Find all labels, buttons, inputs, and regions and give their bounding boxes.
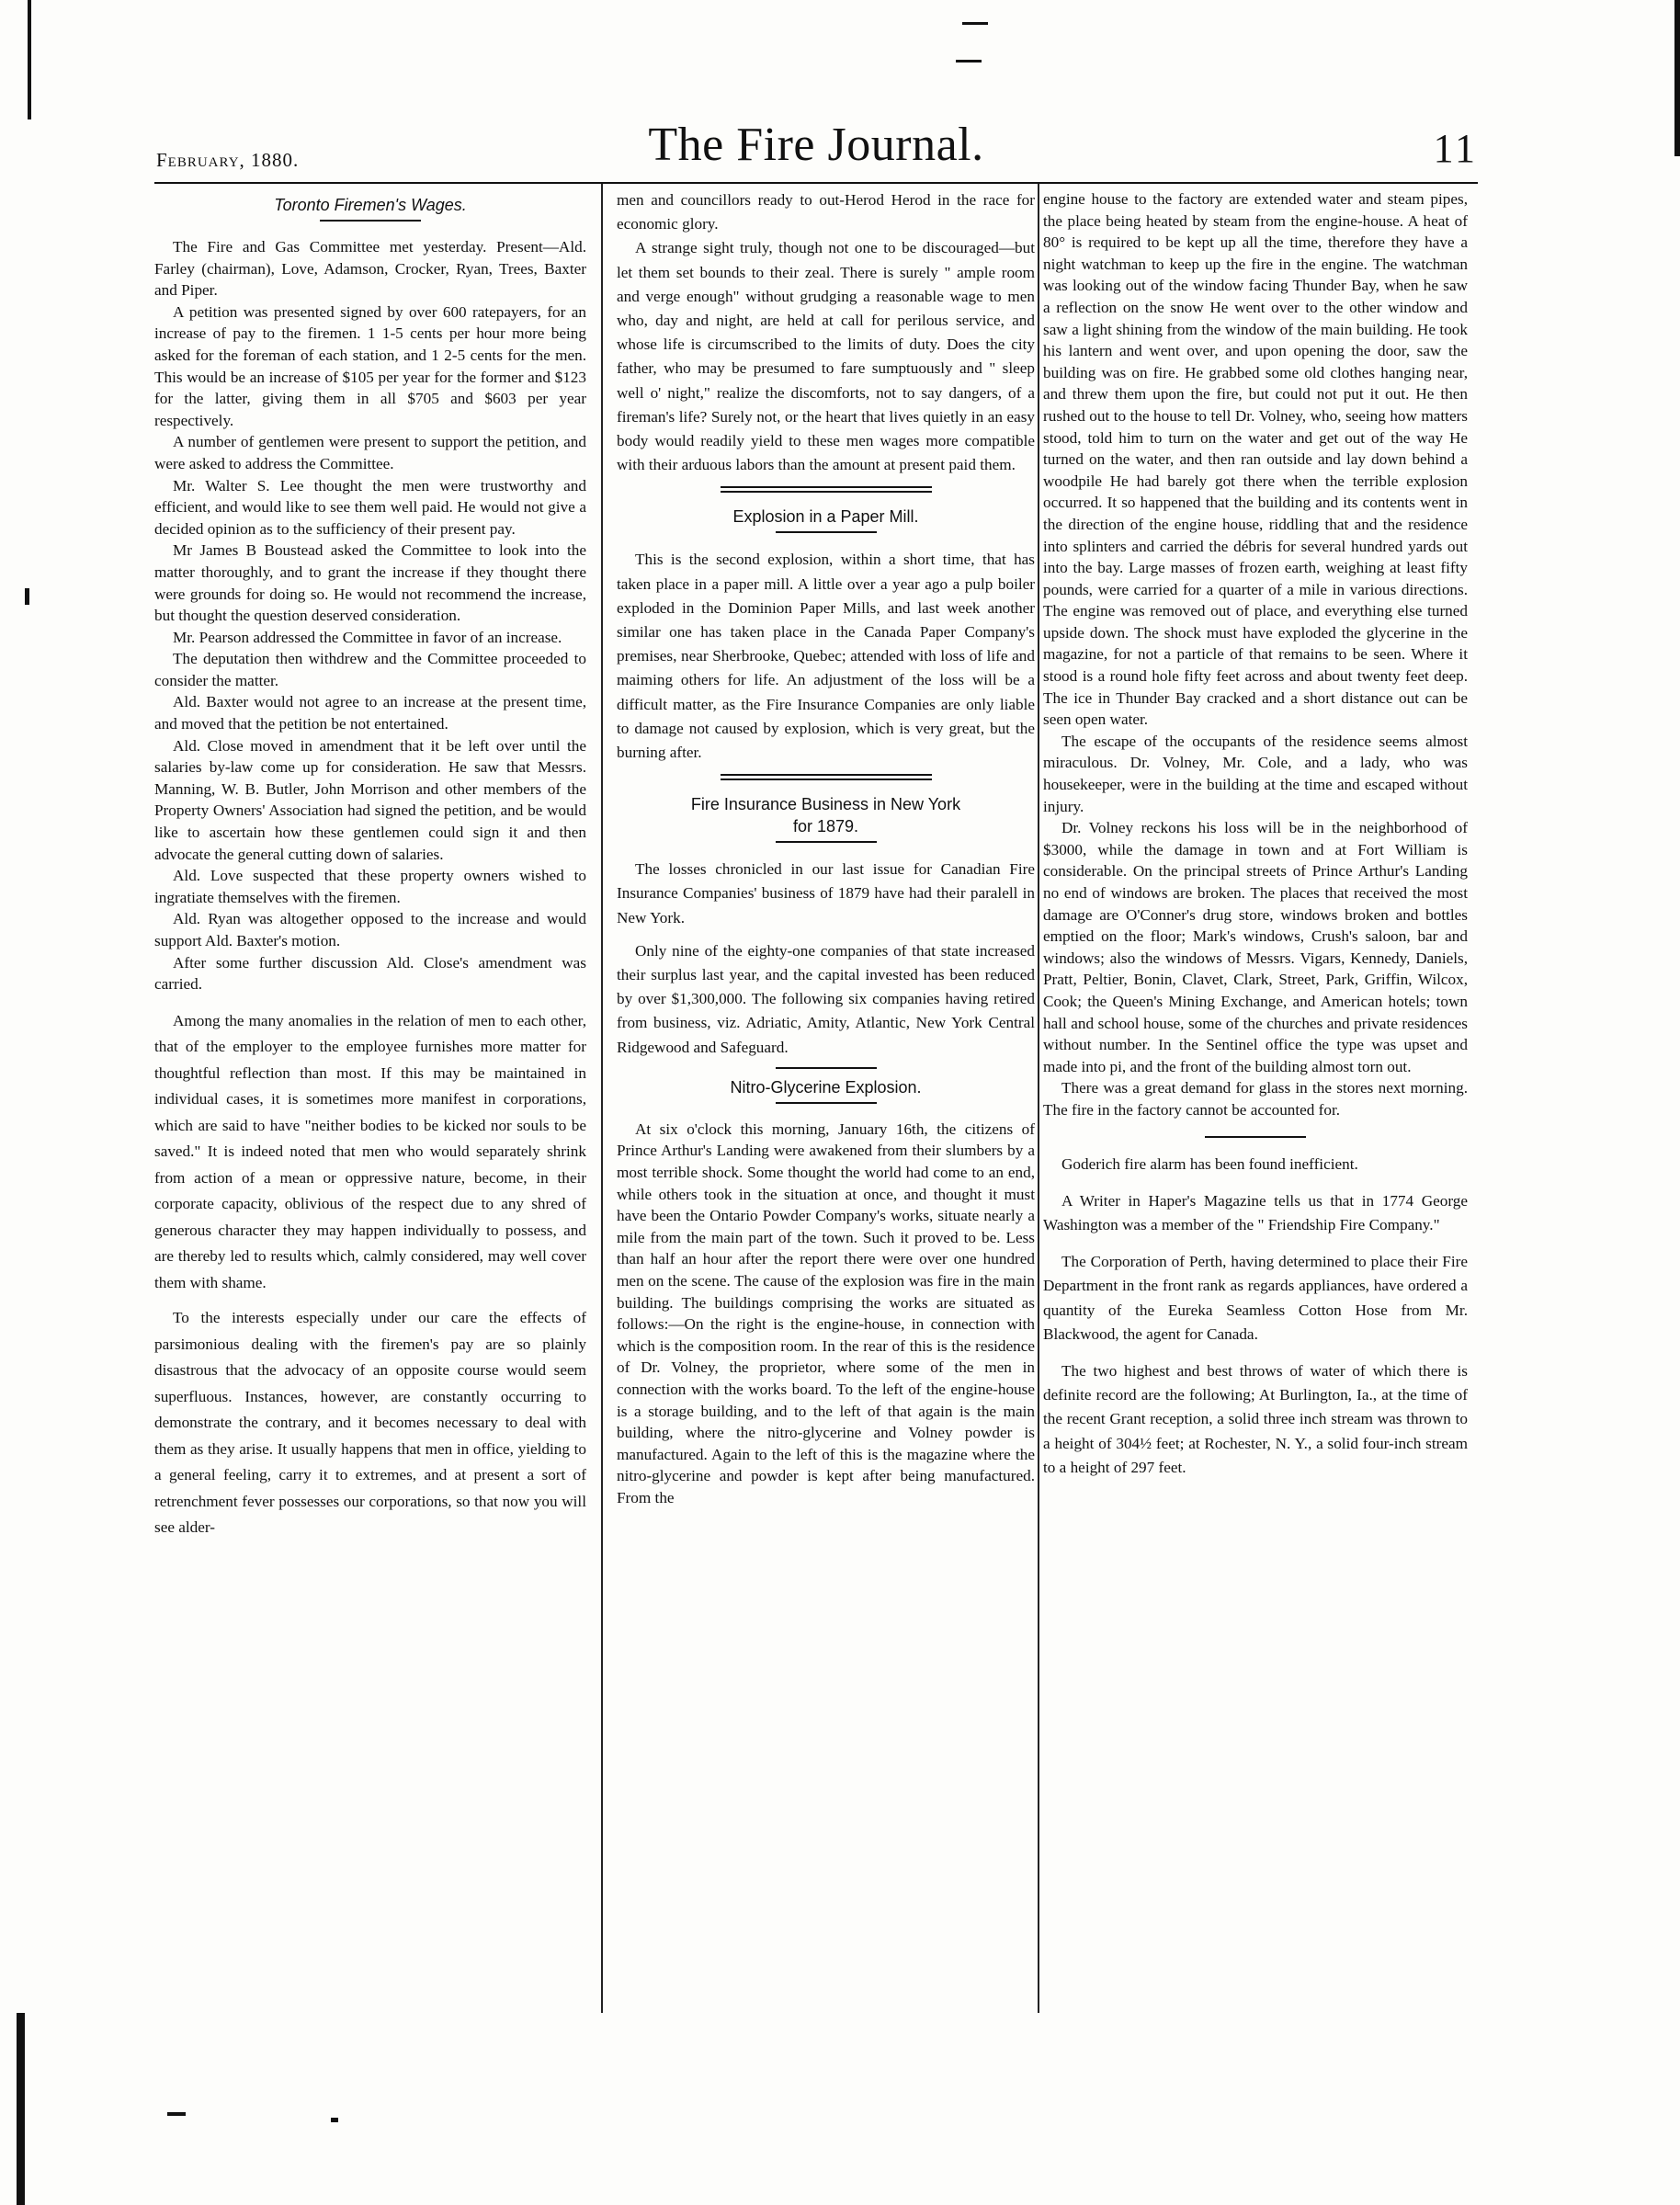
- column-3: [1043, 188, 1468, 1480]
- paragraph: Dr. Volney reckons his loss will be in the neighborhood of $3000, while the damage in town and at Fort William is considerable. On the principal streets of Prince Arthur's Landing no end of windows are broken. The places that received the most damage are O'Conner's drug store, windows broken and bottles emptied on the floor; Mark's windows, Crush's saloon, bar and windows; also the windows of Messrs. Vigars, Kennedy, Daniels, Pratt, Peltier, Bonin, Clavet, Clark, Street, Park, Griffin, Wilcox, Cook; the Queen's Mining Exchange, and American hotels; town hall and school house, some of the churches and private residences without number. In the Sentinel office the type was upset and made into pi, and the front of the building almost torn out.: [1043, 819, 1468, 1075]
- paragraph: The Corporation of Perth, having determined to place their Fire Department in the front rank as regards appliances, have ordered a quantity of the Eureka Seamless Cotton Hose from Mr. Blackwood, the agent for Canada.: [1043, 1253, 1468, 1343]
- section-separator: [1205, 1136, 1306, 1138]
- paragraph: The two highest and best throws of water of which there is definite record are the following; At Burlington, Ia., at the time of the recent Grant reception, a solid three inch stream was thrown to a height of 304½ feet; at Rochester, N. Y., a solid four-inch stream to a height of 297 feet.: [1043, 1361, 1468, 1476]
- article-heading: Nitro-Glycerine Explosion.: [730, 1077, 922, 1097]
- masthead-title: The Fire Journal.: [648, 119, 984, 171]
- paragraph: To the interests especially under our care the effects of parsimonious dealing with the firemen's pay are so plainly disastrous that the advocacy of an opposite course would seem superfluous. Instances, however, are constantly occurring to demonstrate the contrary, and it becomes necessary to deal with them as they arise. It usually happens that men in office, yielding to a general feeling, carry it to extremes, and at present a sort of retrenchment fever possesses our corporations, so that now you will see alder-: [154, 1309, 586, 1537]
- paragraph: A strange sight truly, though not one to be discouraged—but let them set bounds to their zeal. There is surely " ample room and verge enough" without grudging a reasonable wage to men who, day and night, are held at call for perilous service, and whose life is circumscribed to the limits of duty. Does the city father, who may be presumed to fare sumptuously and " sleep well o' night," realize the discomforts, not to say dangers, of a fireman's life? Surely not, or the heart that lives quietly in an easy body would readily yield to these men wages more compatible with their arduous labors than the amount at present paid them.: [617, 239, 1035, 474]
- paragraph: Ald. Ryan was altogether opposed to the increase and would support Ald. Baxter's motion.: [154, 910, 586, 949]
- column-2: [617, 188, 1035, 1509]
- paragraph: After some further discussion Ald. Close's amendment was carried.: [154, 953, 586, 994]
- section-separator: [721, 486, 932, 493]
- heading-rule: [776, 531, 877, 533]
- heading-rule: [776, 841, 877, 843]
- scan-edge-mark: [25, 588, 29, 605]
- paragraph: Ald. Close moved in amendment that it be left over until the salaries by-law come up for consideration. He saw that Messrs. Manning, W. B. Butler, John Morrison and other members of the Property Owners' Association had signed the petition, and be would like to ascertain how these gentlemen could sign it and then advocate the general cutting down of salaries.: [154, 736, 586, 863]
- section-separator: [776, 1067, 877, 1069]
- paragraph: Mr James B Boustead asked the Committee to look into the matter thoroughly, and to grant the increase if they thought there were grounds for doing so. He would not recommend the increase, but thought the question deserved consideration.: [154, 541, 586, 625]
- page-number: 11: [1433, 126, 1478, 171]
- paragraph: The deputation then withdrew and the Committee proceeded to consider the matter.: [154, 650, 586, 689]
- paragraph: Ald. Love suspected that these property owners wished to ingratiate themselves with the firemen.: [154, 867, 586, 906]
- paragraph: Only nine of the eighty-one companies of that state increased their surplus last year, and the capital invested has been reduced by over $1,300,000. The following six companies having retired from business, viz. Adriatic, Amity, Atlantic, New York Central Ridgewood and Safeguard.: [617, 941, 1035, 1056]
- paragraph: The losses chronicled in our last issue for Canadian Fire Insurance Companies' business of 1879 have had their paralell in New York.: [617, 860, 1035, 926]
- paragraph: Mr. Pearson addressed the Committee in favor of an increase.: [173, 628, 562, 646]
- scan-speck: [331, 2118, 338, 2122]
- column-rule: [601, 184, 603, 2013]
- heading-rule: [776, 1102, 877, 1104]
- column-rule: [1038, 184, 1039, 2013]
- article-heading: Fire Insurance Business in New York: [690, 795, 961, 814]
- paragraph: At six o'clock this morning, January 16th, the citizens of Prince Arthur's Landing were awakened from their slumbers by a most terrible shock. Some thought the world had come to an end, while others took in the situation at once, and thought it must have been the Ontario Powder Company's works, situate nearly a mile from the main part of the town. Such it proved to be. Less than half an hour after the report there were over one hundred men on the scene. The cause of the explosion was fire in the main building. The buildings comprising the works are situated as follows:—On the right is the engine-house, in connection with which is the composition room. In the rear of this is the residence of Dr. Volney, the proprietor, where some of the men in connection with the works board. To the left of the engine-house is a storage building, and to the left of that again is the main building, where the nitro-glycerine and Volney powder is manufactured. Again to the left of this is the magazine where the nitro-glycerine and powder is kept after being manufactured. From the: [617, 1120, 1035, 1506]
- scan-speck: [962, 22, 988, 25]
- column-1: [154, 188, 586, 1541]
- paragraph: There was a great demand for glass in the stores next morning. The fire in the factory cannot be accounted for.: [1043, 1079, 1468, 1119]
- paragraph: Mr. Walter S. Lee thought the men were trustworthy and efficient, and would like to see them well paid. He would not give a decided opinion as to the sufficiency of their present pay.: [154, 476, 586, 538]
- paragraph: Ald. Baxter would not agree to an increase at the present time, and moved that the petition be not entertained.: [154, 693, 586, 733]
- heading-rule: [320, 220, 421, 222]
- section-separator: [721, 774, 932, 780]
- paragraph: men and councillors ready to out-Herod Herod in the race for economic glory.: [617, 191, 1035, 233]
- header-rule: [154, 182, 1478, 184]
- article-heading: Explosion in a Paper Mill.: [732, 507, 919, 527]
- article-heading-line-2: for 1879.: [792, 817, 859, 836]
- paragraph: The Fire and Gas Committee met yesterday. Present—Ald. Farley (chairman), Love, Adamson, Crocker, Ryan, Trees, Baxter and Piper.: [154, 238, 586, 300]
- scan-speck: [167, 2112, 186, 2116]
- paragraph: A petition was presented signed by over 600 ratepayers, for an increase of pay to the firemen. 1 1-5 cents per hour more being asked for the foreman of each station, and 1 2-5 cents for the men. This would be an increase of $105 per year for the former and $123 for the latter, giving them in all $705 and $603 per year respectively.: [154, 302, 586, 429]
- issue-date: February, 1880.: [156, 149, 300, 171]
- article-heading: Toronto Firemen's Wages.: [274, 196, 467, 214]
- scan-edge-mark: [1674, 0, 1680, 156]
- scan-edge-mark: [17, 2013, 25, 2205]
- scan-speck: [956, 60, 982, 63]
- paragraph: A number of gentlemen were present to support the petition, and were asked to address the Committee.: [154, 433, 586, 472]
- scan-edge-mark: [28, 0, 31, 119]
- paragraph: engine house to the factory are extended water and steam pipes, the place being heated by steam from the engine-house. A heat of 80° is required to be kept up all the time, therefore they have a night watchman to keep up the fire in the engine. The watchman was looking out of the window facing Thunder Bay, when he saw a reflection on the snow He went over to the other window and saw a light shining from the window of the main building. He took his lantern and went over, and upon opening the door, saw the building was on fire. He grabbed some old clothes hanging near, and threw them upon the fire, but could not put it out. He then rushed out to the house to tell Dr. Volney, who, seeing how matters stood, told him to turn on the water and get out of the way He turned on the water, and then ran outside and lay down behind a woodpile He had barely got there when the terrible explosion occurred. It so happened that the building and its contents went in the direction of the engine house, riddling that and the residence into splinters and carried the débris for several hundred yards out into the bay. Large masses of frozen earth, weighing at least fifty pounds, were carried for a quarter of a mile in various directions. The engine was removed out of place, and everything else turned upside down. The shock must have exploded the glycerine in the magazine, for not a particle of that remains to be seen. Where it stood is a round hole fifty feet across and about twenty feet deep. The ice in Thunder Bay cracked and a short distance out can be seen open water.: [1043, 190, 1468, 729]
- page-header: [154, 118, 1478, 176]
- paragraph: Goderich fire alarm has been found inefficient.: [1061, 1154, 1358, 1173]
- paragraph: This is the second explosion, within a short time, that has taken place in a paper mill. A little over a year ago a pulp boiler exploded in the Dominion Paper Mills, and last week another similar one has taken place in the Canada Paper Company's premises, near Sherbrooke, Quebec; attended with loss of life and maiming others for life. An adjustment of the loss will be a difficult matter, as the Fire Insurance Companies are only liable to damage not caused by explosion, which is very great, but the burning after.: [617, 551, 1035, 762]
- paragraph: A Writer in Haper's Magazine tells us that in 1774 George Washington was a member of the " Friendship Fire Company.": [1043, 1191, 1468, 1233]
- paragraph: Among the many anomalies in the relation of men to each other, that of the employer to the employee furnishes more matter for thoughtful reflection than most. If this may be maintained in individual cases, it is sometimes more manifest in corporations, which are said to have "neither bodies to be kicked nor souls to be saved." It is indeed noted that men who would separately shrink from action of a mean or oppressive nature, become, in their corporate capacity, oblivious of the respect due to any shred of generous character they may happen individually to possess, and are thereby led to results which, calmly considered, may well cover them with shame.: [154, 1011, 586, 1291]
- paragraph: The escape of the occupants of the residence seems almost miraculous. Dr. Volney, Mr. Cole, and a lady, who was housekeeper, were in the building at the time and escaped without injury.: [1043, 732, 1468, 815]
